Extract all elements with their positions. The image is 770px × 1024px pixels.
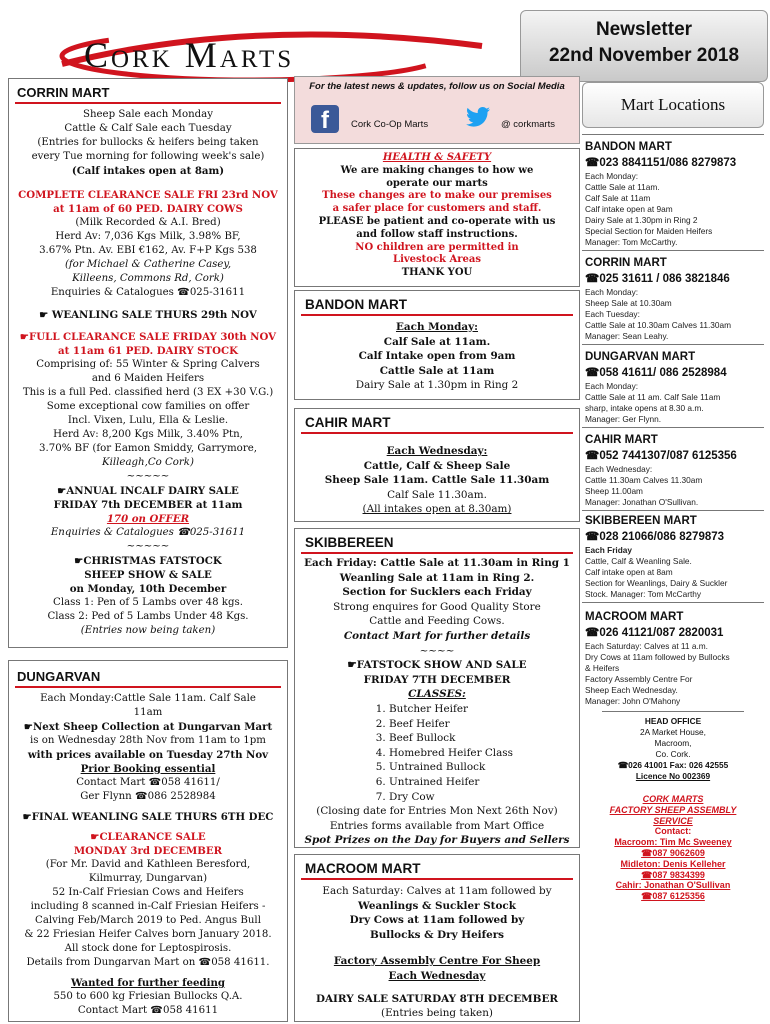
text-line: Killeagh,Co Cork) <box>102 457 194 468</box>
text-line: These changes are to make our premises <box>322 190 552 202</box>
text-line: ☛ WEANLING SALE THURS 29th NOV <box>39 309 257 321</box>
text-line: (for Michael & Catherine Casey, <box>64 259 232 270</box>
text-line: on Monday, 10th December <box>69 583 227 595</box>
text-line: Manager: Jonathan O'Sullivan. <box>585 497 699 507</box>
text-line: FRIDAY 7th DECEMBER at 11am <box>53 499 243 511</box>
health-safety-notice <box>294 148 580 287</box>
text-line: Each Friday: Cattle Sale at 11.30am in Ring 1 <box>304 557 570 569</box>
head-office <box>582 714 764 782</box>
text-line: Co. Cork. <box>655 749 691 759</box>
bandon-body <box>295 320 579 393</box>
text-line: Killeens, Commons Rd, Cork) <box>72 273 224 284</box>
text-line: Ger Flynn ☎086 2528984 <box>80 791 216 802</box>
text-line: Macroom, <box>654 738 692 748</box>
text-line: Cattle Sale at 11am. <box>585 182 660 192</box>
text-line: including 8 scanned in-Calf Friesian Heifers - <box>30 901 266 912</box>
text-line: at 11am of 60 PED. DAIRY COWS <box>53 203 243 215</box>
text-line: BANDON MART <box>585 141 672 153</box>
text-line: Each Monday: <box>585 171 639 181</box>
text-line: Factory Assembly Centre For <box>585 674 693 684</box>
text-line: ~~~~ <box>419 644 455 657</box>
text-line: Cattle Sale at 10.30am Calves 11.30am <box>585 320 732 330</box>
facebook-label[interactable]: Cork Co-Op Marts <box>351 119 429 130</box>
text-line: (Milk Recorded & A.I. Bred) <box>75 217 221 228</box>
text-line: Bullocks & Dry Heifers <box>369 928 505 941</box>
text-line: Manager: John O'Mahony <box>585 696 681 706</box>
text-line: Weanling Sale at 11am in Ring 2. <box>339 571 535 584</box>
text-line: FRIDAY 7TH DECEMBER <box>363 673 511 686</box>
text-line: HEALTH & SAFETY <box>382 152 492 163</box>
text-line: Cattle 11.30am Calves 11.30am <box>585 475 703 485</box>
skibbereen-footer <box>295 804 579 848</box>
text-line: THANK YOU <box>401 267 473 279</box>
text-line: COMPLETE CLEARANCE SALE FRI 23rd NOV <box>18 189 278 201</box>
text-line: 11am <box>133 707 163 718</box>
macroom-body <box>295 884 579 1021</box>
text-line: Calf intake open at 8am <box>585 567 673 577</box>
text-line: Calf Sale at 11am <box>585 193 651 203</box>
skibbereen-section <box>294 528 580 848</box>
text-line: ~~~~~ <box>126 471 170 482</box>
text-line: (All intakes open at 8.30am) <box>362 503 512 516</box>
section-title: BANDON MART <box>305 297 407 312</box>
text-line: Class 2: Ped of 5 Lambs Under 48 Kgs. <box>47 611 249 622</box>
text-line: a safer place for customers and staff. <box>332 203 542 215</box>
text-line: ☎026 41121/087 2820031 <box>585 627 724 639</box>
text-line: ☎052 7441307/087 6125356 <box>585 450 737 462</box>
text-line: ☎023 8841151/086 8279873 <box>585 157 737 169</box>
text-line: DUNGARVAN MART <box>585 351 696 363</box>
newsletter-banner <box>520 10 768 82</box>
text-line: Some exceptional cow families on offer <box>46 401 250 412</box>
text-line: Cahir: Jonathan O'Sullivan <box>615 880 731 891</box>
text-line: Calf intake open at 9am <box>585 204 673 214</box>
list-item: 5. Untrained Bullock <box>389 760 579 775</box>
text-line: Contact Mart ☎058 41611 <box>77 1005 219 1016</box>
text-line: and follow staff instructions. <box>356 228 518 240</box>
text-line: Each Wednesday: <box>585 464 653 474</box>
location-bandon <box>582 135 764 250</box>
text-line: MACROOM MART <box>585 611 684 623</box>
text-line: ☛CLEARANCE SALE <box>90 831 206 843</box>
cahir-body <box>295 444 579 517</box>
text-line: ☎087 6125356 <box>641 891 705 902</box>
text-line: (Closing date for Entries Mon Next 26th Nov) <box>316 805 558 818</box>
text-line: CLASSES: <box>408 688 466 701</box>
text-line: Sheep Sale at 10.30am <box>585 298 672 308</box>
text-line: Cattle Sale at 11am <box>379 364 495 377</box>
text-line: Entries forms available from Mart Office <box>329 819 545 832</box>
text-line: is on Wednesday 28th Nov from 11am to 1pm <box>30 735 266 746</box>
text-line: NO children are permitted in <box>355 241 519 253</box>
text-line: PLEASE be patient and co-operate with us <box>318 215 556 227</box>
text-line: Enquiries & Catalogues ☎025-31611 <box>50 287 246 298</box>
text-line: Special Section for Maiden Heifers <box>585 226 713 236</box>
text-line: Spot Prizes on the Day for Buyers and Sellers <box>304 834 570 847</box>
text-line: HEAD OFFICE <box>644 716 702 726</box>
text-line: at 11am 61 PED. DAIRY STOCK <box>58 345 238 357</box>
section-title: DUNGARVAN <box>17 669 101 684</box>
text-line: Stock. Manager: Tom McCarthy <box>585 589 702 599</box>
text-line: Cattle & Calf Sale each Tuesday <box>64 123 232 134</box>
text-line: Licence No 002369 <box>635 771 711 781</box>
text-line: 2A Market House, <box>640 727 706 737</box>
text-line: operate our marts <box>386 177 488 189</box>
text-line: every Tue morning for following week's sale) <box>31 151 265 162</box>
text-line: Cattle, Calf & Sheep Sale <box>363 459 511 472</box>
text-line: Sheep Sale 11am. Cattle Sale 11.30am <box>324 474 550 487</box>
logo-text: Cork Marts <box>84 35 295 75</box>
text-line: DAIRY SALE SATURDAY 8TH DECEMBER <box>315 992 559 1005</box>
text-line: ☎028 21066/086 8279873 <box>585 531 725 543</box>
location-corrin <box>582 251 764 344</box>
social-media-banner <box>294 76 580 144</box>
text-line: Manager: Ger Flynn. <box>585 414 662 424</box>
text-line: CAHIR MART <box>585 434 658 446</box>
locations-title: Mart Locations <box>620 95 726 114</box>
location-macroom <box>582 603 764 709</box>
text-line: Calf Sale 11.30am. <box>387 488 487 501</box>
text-line: Sheep 11.00am <box>585 486 643 496</box>
text-line: ☎025 31611 / 086 3821846 <box>585 273 730 285</box>
text-line: Section for Weanlings, Dairy & Suckler <box>585 578 728 588</box>
text-line: with prices available on Tuesday 27th Nov <box>27 749 269 761</box>
text-line: Weanlings & Suckler Stock <box>358 899 516 912</box>
text-line: Strong enquires for Good Quality Store <box>333 600 541 613</box>
text-line: Each Saturday: Calves at 11am followed by <box>322 885 552 897</box>
text-line: Section for Sucklers each Friday <box>342 586 532 599</box>
text-line: FACTORY SHEEP ASSEMBLY <box>609 804 737 815</box>
text-line: ☛Next Sheep Collection at Dungarvan Mart <box>23 721 273 733</box>
text-line: Herd Av: 7,036 Kgs Milk, 3.98% BF, <box>55 231 241 242</box>
text-line: 3.67% Ptn. Av. EBI €162, Av. F+P Kgs 538 <box>39 245 257 256</box>
text-line: Manager: Tom McCarthy. <box>585 237 678 247</box>
text-line: Contact Mart for further details <box>343 629 531 642</box>
list-item: 6. Untrained Heifer <box>389 775 579 790</box>
text-line: (Entries for bullocks & heifers being taken <box>37 137 259 148</box>
text-line: Livestock Areas <box>393 254 481 266</box>
text-line: Cattle, Calf & Weanling Sale. <box>585 556 692 566</box>
text-line: Each Monday: <box>395 321 478 333</box>
text-line: Manager: Sean Leahy. <box>585 331 669 341</box>
list-item: 1. Butcher Heifer <box>389 702 579 717</box>
text-line: Each Monday:Cattle Sale 11am. Calf Sale <box>40 693 256 704</box>
text-line: This is a full Ped. classified herd (3 EX +30 V.G.) <box>22 387 274 398</box>
social-heading: For the latest news & updates, follow us on Social Media <box>309 81 565 92</box>
list-item: 3. Beef Bullock <box>389 731 579 746</box>
text-line: ☛FATSTOCK SHOW AND SALE <box>347 659 527 672</box>
text-line: ☎026 41001 Fax: 026 42555 <box>617 760 729 770</box>
dungarvan-section <box>8 660 288 1022</box>
text-line: Midleton: Denis Kelleher <box>620 858 726 869</box>
text-line: Contact: <box>654 826 692 837</box>
text-line: & Heifers <box>585 663 620 673</box>
text-line: (Entries now being taken) <box>80 625 216 636</box>
text-line: Details from Dungarvan Mart on ☎058 41611. <box>26 957 270 968</box>
section-title: SKIBBEREEN <box>305 535 394 550</box>
twitter-icon[interactable] <box>465 107 491 127</box>
text-line: ☛CHRISTMAS FATSTOCK <box>74 555 222 567</box>
text-line: MONDAY 3rd DECEMBER <box>73 845 223 857</box>
text-line: CORRIN MART <box>585 257 667 269</box>
text-line: SHEEP SHOW & SALE <box>84 569 212 581</box>
text-line: Macroom: Tim Mc Sweeney <box>614 837 732 848</box>
cahir-mart-section <box>294 408 580 522</box>
text-line: sharp, intake opens at 8.30 a.m. <box>585 403 704 413</box>
corrin-mart-section <box>8 78 288 648</box>
text-line: Cattle and Feeding Cows. <box>369 615 505 628</box>
location-cahir <box>582 428 764 510</box>
text-line: ☎058 41611/ 086 2528984 <box>585 367 727 379</box>
corrin-body <box>9 108 287 638</box>
section-title: CORRIN MART <box>17 85 110 100</box>
text-line: (For Mr. David and Kathleen Beresford, <box>45 859 251 870</box>
text-line: 52 In-Calf Friesian Cows and Heifers <box>52 887 244 898</box>
text-line: ☛FULL CLEARANCE SALE FRIDAY 30th NOV <box>19 331 277 343</box>
text-line: ☎087 9834399 <box>641 869 705 880</box>
section-title: CAHIR MART <box>305 415 391 430</box>
text-line: Calf Intake open from 9am <box>358 350 516 363</box>
dungarvan-body <box>9 692 287 1018</box>
text-line: Each Saturday: Calves at 11 a.m. <box>585 641 708 651</box>
text-line: ~~~~~ <box>126 541 170 552</box>
text-line: Factory Assembly Centre For Sheep <box>333 955 541 968</box>
text-line: Dairy Sale at 1.30pm in Ring 2 <box>585 215 698 225</box>
text-line: Wanted for further feeding <box>70 977 226 989</box>
classes-list <box>373 702 579 804</box>
text-line: (Calf intakes open at 8am) <box>71 165 225 177</box>
text-line: Calf Sale at 11am. <box>383 335 491 348</box>
list-item: 2. Beef Heifer <box>389 717 579 732</box>
text-line: Sheep Sale each Monday <box>82 109 214 120</box>
text-line: Sheep Each Wednesday. <box>585 685 678 695</box>
text-line: Enquiries & Catalogues ☎025-31611 <box>50 527 246 538</box>
text-line: SKIBBEREEN MART <box>585 515 697 527</box>
text-line: Each Monday: <box>585 381 639 391</box>
text-line: 170 on OFFER <box>106 513 190 525</box>
bandon-mart-section <box>294 290 580 400</box>
list-item: 4. Homebred Heifer Class <box>389 746 579 761</box>
text-line: Incl. Vixen, Lulu, Ella & Leslie. <box>67 415 229 426</box>
text-line: We are making changes to how we <box>340 164 534 176</box>
text-line: Herd Av: 8,200 Kgs Milk, 3.40% Ptn, <box>53 429 243 440</box>
text-line: SERVICE <box>653 815 693 826</box>
text-line: Each Tuesday: <box>585 309 640 319</box>
mart-locations-panel <box>582 78 764 1024</box>
text-line: ☎087 9062609 <box>641 847 705 858</box>
facebook-icon[interactable]: f <box>311 105 339 133</box>
text-line: Each Friday <box>585 545 633 555</box>
text-line: Calving Feb/March 2019 to Ped. Angus Bull <box>35 915 261 926</box>
newsletter-title: Newsletter <box>595 19 693 40</box>
text-line: 550 to 600 kg Friesian Bullocks Q.A. <box>53 991 243 1002</box>
text-line: Contact Mart ☎058 41611/ <box>76 777 220 788</box>
section-title: MACROOM MART <box>305 861 421 876</box>
text-line: 3.70% BF (for Eamon Smiddy, Garrymore, <box>39 443 257 454</box>
text-line: ☛ANNUAL INCALF DAIRY SALE <box>57 485 239 497</box>
text-line: Dry Cows at 11am followed by <box>349 914 525 927</box>
skibbereen-body <box>295 556 579 702</box>
text-line: Cattle Sale at 11 am. Calf Sale 11am <box>585 392 721 402</box>
location-dungarvan <box>582 345 764 427</box>
text-line: Dairy Sale at 1.30pm in Ring 2 <box>355 379 519 392</box>
text-line: (Entries being taken) <box>381 1007 493 1020</box>
text-line: CORK MARTS <box>642 794 704 804</box>
text-line: Each Wednesday <box>388 969 486 982</box>
text-line: Dry Cows at 11am followed by Bullocks <box>585 652 730 662</box>
twitter-label[interactable]: @ corkmarts <box>501 119 555 130</box>
text-line: & 22 Friesian Heifer Calves born January 2018. <box>24 929 272 940</box>
text-line: Comprising of: 55 Winter & Spring Calvers <box>36 359 260 370</box>
text-line: All stock done for Leptospirosis. <box>64 943 232 954</box>
location-skibbereen <box>582 511 764 602</box>
text-line: and 6 Maiden Heifers <box>91 373 205 384</box>
list-item: 7. Dry Cow <box>389 790 579 805</box>
text-line: Kilmurray, Dungarvan) <box>88 873 208 884</box>
text-line: Each Wednesday: <box>386 445 488 457</box>
text-line: Each Monday: <box>585 287 639 297</box>
text-line: Prior Booking essential <box>80 763 216 775</box>
factory-sheep-assembly <box>582 782 764 902</box>
text-line: Class 1: Pen of 5 Lambs over 48 kgs. <box>53 597 243 608</box>
newsletter-date: 22nd November 2018 <box>548 45 740 66</box>
text-line: ☛FINAL WEANLING SALE THURS 6TH DEC <box>22 811 274 823</box>
macroom-mart-section <box>294 854 580 1022</box>
